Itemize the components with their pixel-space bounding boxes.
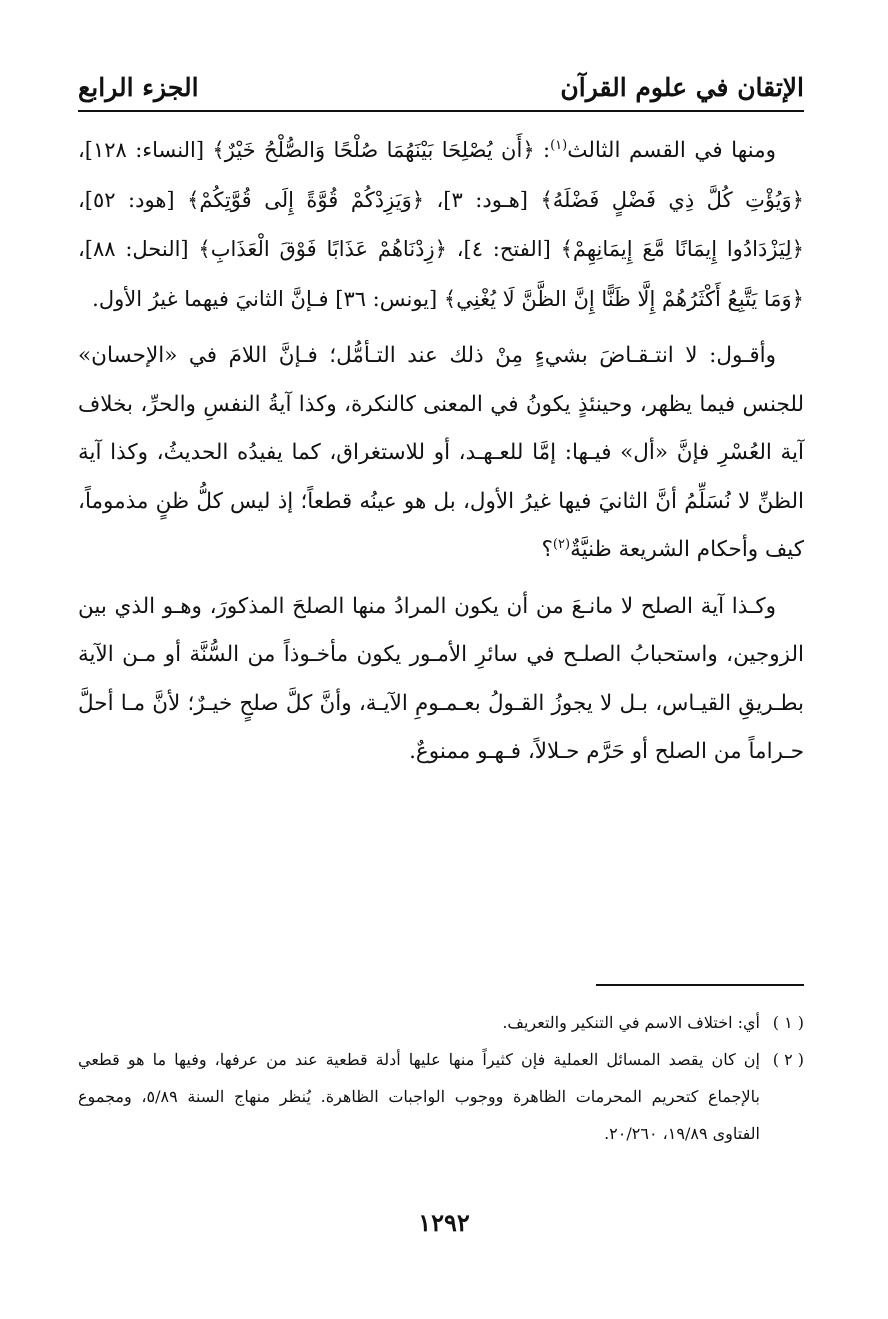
paragraph-body: : ﴿أَن يُصْلِحَا بَيْنَهُمَا صُلْحًا وَالصُّلْحُ خَيْرٌ﴾ [النساء: ١٢٨]، ﴿وَيُؤْتِ كُلَّ ذِي فَضْلٍ فَضْلَهُ﴾ [هـود: ٣]، ﴿وَيَزِدْكُمْ قُوَّةً إِلَى قُوَّتِكُمْ﴾ [هود: ٥٢]، ﴿لِيَزْدَادُوا إِيمَانًا مَّعَ إِيمَانِهِمْ﴾ [الفتح: ٤]، ﴿زِدْنَاهُمْ عَذَابًا فَوْقَ الْعَذَابِ﴾ [النحل: ٨٨]، ﴿وَمَا يَتَّبِعُ أَكْثَرُهُمْ إِلَّا ظَنًّا إِنَّ الظَّنَّ لَا يُغْنِي﴾ [يونس: ٣٦] فـإنَّ الثانيَ فيهما غيرُ الأول. — [78, 138, 804, 311]
header-rule — [78, 110, 804, 112]
footnote-1 — [78, 1004, 804, 1041]
footnote-2 — [78, 1041, 804, 1152]
footnotes — [78, 1004, 804, 1152]
footnote-text: أي: اختلاف الاسم في التنكير والتعريف. — [502, 1013, 760, 1032]
paragraph-lead: ومنها في القسم الثالث — [567, 138, 776, 163]
footnote-number: ( ١ ) — [772, 1013, 804, 1032]
paragraph-lead: وكـذا آية الصلح لا مانـعَ من أن يكون المرادُ منها الصلحَ المذكورَ، وهـو الذي بين الزوجين، واستحبابُ الصلـح في سائرِ الأمـور يكون مأخـوذاً من السُّنَّة أو مـن الآية بطـريقِ القيـاس، بـل لا يجوزُ القـولُ بعـمـومِ الآيـة، وأنَّ كلَّ صلحٍ خيـرٌ؛ لأنَّ مـا أحلَّ حـراماً من الصلح أو حَرَّم حـلالاً، فـهـو ممنوعٌ. — [78, 593, 804, 764]
footnote-text: إن كان يقصد المسائل العملية فإن كثيراً منها عليها أدلة قطعية عند من عرفها، وفيها ما هو قطعي بالإجماع كتحريم المحرمات الظاهرة ووجوب الواجبات الظاهرة. يُنظر منهاج السنة ٥/٨٩، ومجموع الفتاوى ١٩/٨٩، ٢٠/٢٦٠. — [78, 1050, 761, 1143]
running-header — [78, 52, 804, 102]
footnote-ref-2: (٢) — [552, 536, 571, 552]
paragraph-2 — [78, 332, 804, 575]
paragraph-3 — [78, 583, 804, 777]
paragraph-body: ؟ — [541, 537, 553, 562]
footnote-ref-1: (١) — [550, 137, 568, 153]
footnote-number: ( ٢ ) — [772, 1050, 804, 1069]
book-title: الإتقان في علوم القرآن — [560, 73, 804, 102]
footnote-rule — [596, 984, 804, 986]
paragraph-1 — [78, 126, 804, 324]
main-text — [78, 126, 804, 785]
volume-label: الجزء الرابع — [78, 73, 199, 102]
paragraph-lead: وأقـول: لا انتـقـاضَ بشيءٍ مِنْ ذلك عند التـأمُّل؛ فـإنَّ اللامَ في «الإحسان» للجنس فيما يظهر، وحينئذٍ يكونُ في المعنى كالنكرة، وكذا آيةُ النفسِ والحرِّ، بخلاف آية العُسْرِ فإنَّ «أل» فيـها: إمَّا للعـهـد، أو للاستغراق، كما يفيدُه الحديثُ، وكذا آية الظنِّ لا نُسَلِّمُ أنَّ الثانيَ فيها غيرُ الأول، بل هو عينُه قطعاً؛ إذ ليس كلُّ ظنٍ مذموماً، كيف وأحكام الشريعة ظنيَّةٌ — [78, 343, 804, 562]
page-number: ١٢٩٢ — [418, 1208, 470, 1237]
